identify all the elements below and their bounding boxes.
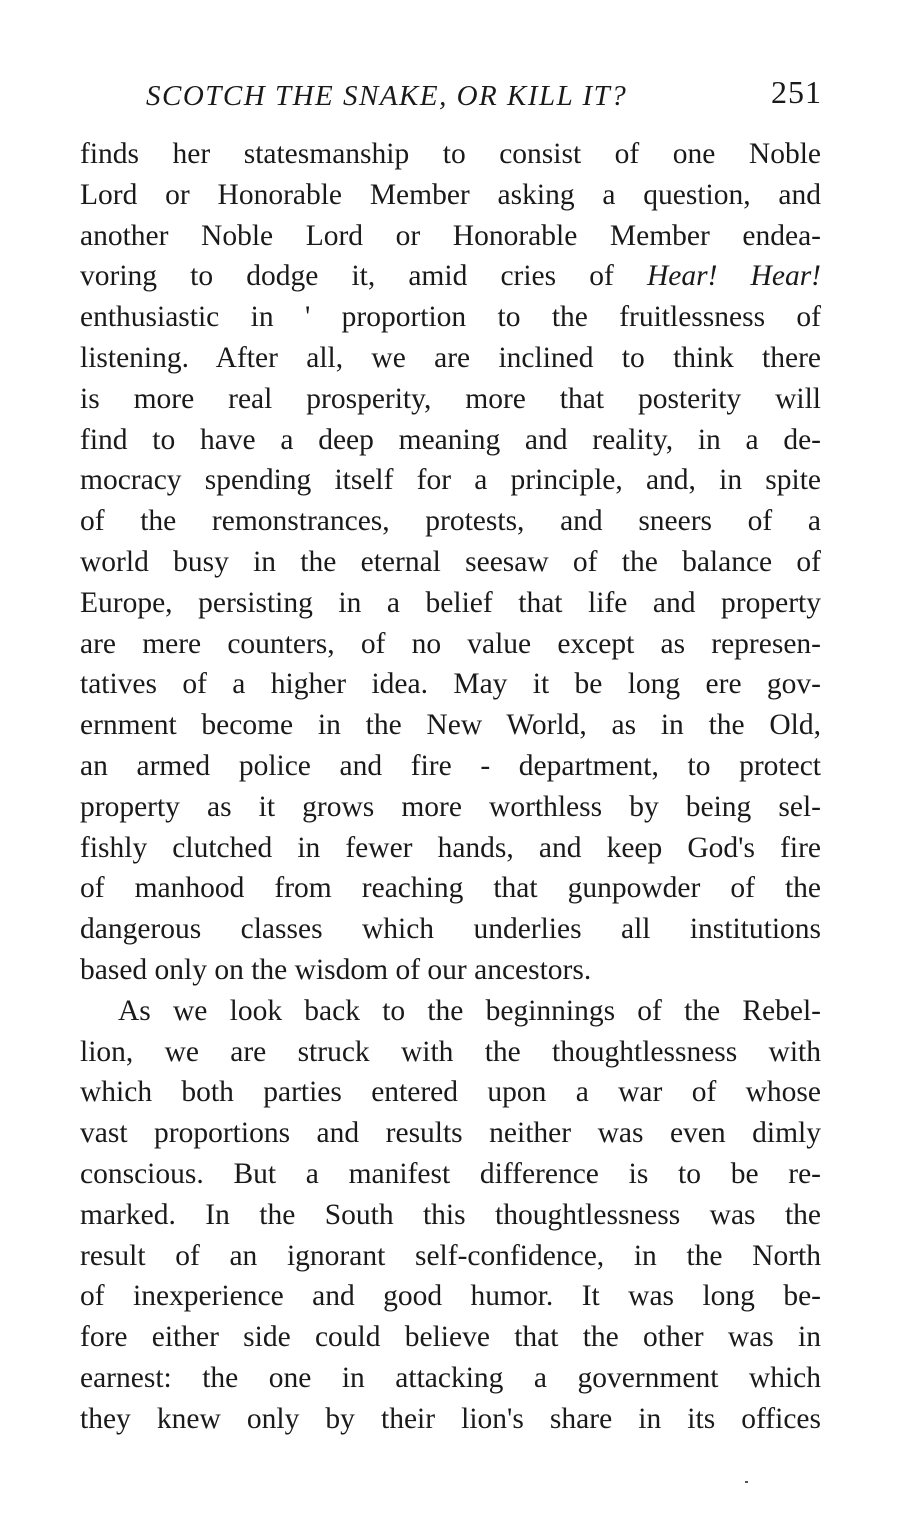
text-line: based only on the wisdom of our ancestors. bbox=[80, 953, 592, 986]
page-number: 251 bbox=[771, 74, 822, 110]
text-line: fore either side could believe that the other was in bbox=[80, 1321, 821, 1354]
text-line: of inexperience and good humor. It was long be- bbox=[80, 1280, 821, 1313]
text-line: As we look back to the beginnings of the Rebel- bbox=[118, 994, 821, 1027]
text-line: is more real prosperity, more that posterity will bbox=[80, 382, 821, 415]
text-line: property as it grows more worthless by being sel- bbox=[80, 790, 821, 823]
text-line: finds her statesmanship to consist of one Noble bbox=[80, 138, 821, 170]
text-line: fishly clutched in fewer hands, and keep God's fire bbox=[80, 831, 821, 864]
text-line: Europe, persisting in a belief that life and property bbox=[80, 586, 821, 619]
text-line: result of an ignorant self-confidence, in the North bbox=[80, 1239, 821, 1272]
text-line: dangerous classes which underlies all institutions bbox=[80, 913, 821, 946]
text-line: enthusiastic in ' proportion to the fruitlessness of bbox=[80, 301, 821, 334]
text-line: another Noble Lord or Honorable Member endea- bbox=[80, 219, 821, 252]
text-line: listening. After all, we are inclined to think there bbox=[80, 341, 821, 374]
text-line bbox=[80, 256, 821, 297]
text-line: an armed police and fire - department, to protect bbox=[80, 749, 821, 782]
running-head bbox=[146, 74, 822, 118]
text-line: they knew only by their lion's share in its offices bbox=[80, 1402, 821, 1435]
text-line-start: voring to dodge it, amid cries of bbox=[80, 260, 647, 293]
text-line: earnest: the one in attacking a government which bbox=[80, 1361, 821, 1394]
text-line: vast proportions and results neither was even dimly bbox=[80, 1117, 821, 1150]
text-line: world busy in the eternal seesaw of the balance of bbox=[80, 545, 821, 578]
text-line: mocracy spending itself for a principle, and, in spite bbox=[80, 464, 821, 497]
text-line: which both parties entered upon a war of whose bbox=[80, 1076, 821, 1109]
text-line: of manhood from reaching that gunpowder of the bbox=[80, 872, 821, 905]
print-speck bbox=[745, 1481, 748, 1483]
italic-exclamation: Hear! Hear! bbox=[646, 260, 821, 293]
text-line: are mere counters, of no value except as represen- bbox=[80, 627, 821, 660]
text-line: lion, we are struck with the thoughtlessness with bbox=[80, 1035, 821, 1068]
text-line: of the remonstrances, protests, and sneers of a bbox=[80, 505, 821, 538]
text-line: tatives of a higher idea. May it be long ere gov- bbox=[80, 668, 821, 701]
text-line: conscious. But a manifest difference is to be re- bbox=[80, 1157, 821, 1190]
text-line: ernment become in the New World, as in the Old, bbox=[80, 709, 821, 742]
text-line: find to have a deep meaning and reality, in a de- bbox=[80, 423, 821, 456]
body-text bbox=[80, 134, 821, 1440]
text-line: Lord or Honorable Member asking a question, and bbox=[80, 178, 821, 211]
running-title: SCOTCH THE SNAKE, OR KILL IT? bbox=[146, 80, 628, 112]
text-line: marked. In the South this thoughtlessness was the bbox=[80, 1198, 821, 1231]
